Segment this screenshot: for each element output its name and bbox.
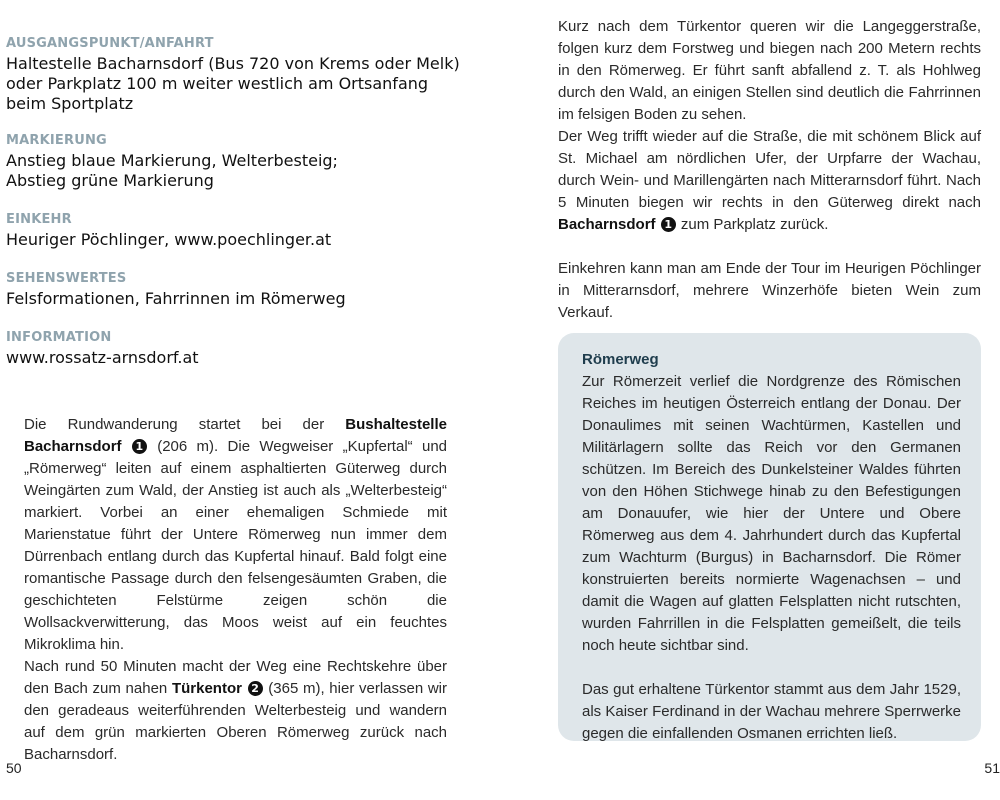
- waypoint-marker: 2: [248, 681, 263, 696]
- text-run: (206 m). Die Wegweiser „Kupfertal“ und „Römerweg“ leiten auf einem asphaltierten Güterweg durch Weingärten zum Wald, der Anstieg ist auch als „Welterbesteig“ markiert. Vorbei an einer ehemaligen Schmiede mit Marienstatue führt der Untere Römerweg nun immer dem Dürrenbach entlang durch das Kupfertal hinauf. Bald folgt eine romantische Passage durch den felsengesäumten Graben, die geschichteten Felstürme zeigen schön die Wollsackverwitterung, das Moos weist auf ein feuchtes Mikroklima hin.: [24, 438, 448, 653]
- info-marking: [6, 133, 466, 191]
- paragraph: Einkehren kann man am Ende der Tour im Heurigen Pöchlinger in Mitterarnsdorf, mehrere Winzerhöfe bieten Wein zum Verkauf.: [558, 260, 981, 321]
- info-sights: [6, 271, 466, 309]
- page-number: 50: [6, 760, 22, 776]
- text-run: (365 m), hier verlassen wir den geradeaus weiterführenden Welterbesteig und wandern auf dem grün markierten Oberen Römerweg zurück nach Bacharnsdorf.: [24, 680, 448, 763]
- infobox-paragraph: Das gut erhaltene Türkentor stammt aus dem Jahr 1529, als Kaiser Ferdinand in der Wachau mehrere Sperrwerke gegen die einfallenden Osmanen errichten ließ.: [582, 681, 961, 742]
- right-body: [558, 16, 981, 324]
- infobox-title: Römerweg: [582, 351, 659, 368]
- info-text: Haltestelle Bacharnsdorf (Bus 720 von Krems oder Melk) oder Parkplatz 100 m weiter westlich am Ortsanfang beim Sportplatz: [6, 54, 460, 113]
- paragraph: Kurz nach dem Türkentor queren wir die Langeggerstraße, folgen kurz dem Forstweg und biegen nach 200 Metern rechts in den Römerweg. Er führt sanft abfallend z. T. als Hohlweg durch den Wald, an einigen Stellen sind deutlich die Fahrrinnen im felsigen Boden zu sehen.: [558, 18, 981, 123]
- info-heading: INFORMATION: [6, 330, 112, 345]
- text-run: Die Rundwanderung startet bei der: [24, 416, 346, 433]
- stop-name: Türkentor: [171, 680, 242, 697]
- paragraph: [24, 414, 447, 656]
- right-page: [500, 0, 1000, 800]
- info-heading: AUSGANGSPUNKT/ANFAHRT: [6, 36, 214, 51]
- info-text: Heuriger Pöchlinger, www.poechlinger.at: [6, 230, 332, 249]
- info-einkehr: [6, 212, 466, 250]
- left-body: [24, 414, 447, 766]
- info-heading: MARKIERUNG: [6, 133, 107, 148]
- infobox-paragraph: Zur Römerzeit verlief die Nordgrenze des Römischen Reiches im heutigen Österreich entlang der Donau. Der Donaulimes mit seinen Wachtürmen, Kastellen und Militärlagern sollte das Reich vor den Germanen schützen. Im Bereich des Dunkelsteiner Waldes führten von den Höhen Stichwege hinab zu den Befestigungen am Donauufer, wie hier der Untere und Obere Römerweg aus dem 4. Jahrhundert durch das Kupfertal zum Wachturm (Burgus) in Bacharnsdorf. Die Römer konstruierten bereits normierte Wagenachsen – und damit die Wagen auf glatten Felsplatten nicht rutschten, wurden Fahrrillen in die Felsplatten gemeißelt, die teils noch heute sichtbar sind.: [582, 373, 961, 654]
- page-number: 51: [984, 760, 1000, 776]
- waypoint-marker: 1: [661, 217, 676, 232]
- waypoint-marker: 1: [132, 439, 147, 454]
- info-start: [6, 36, 466, 114]
- info-heading: EINKEHR: [6, 212, 72, 227]
- paragraph: [558, 126, 981, 236]
- stop-name: Bacharnsdorf: [558, 216, 656, 233]
- stop-name: Bushaltestelle Bacharnsdorf: [24, 416, 447, 455]
- paragraph: [24, 656, 447, 766]
- info-text: Anstieg blaue Markierung, Welterbesteig; Abstieg grüne Markierung: [6, 151, 338, 190]
- infobox-roemerweg: [558, 333, 981, 741]
- info-text: www.rossatz-arnsdorf.at: [6, 348, 199, 367]
- text-run: zum Parkplatz zurück.: [676, 216, 829, 233]
- text-run: Der Weg trifft wieder auf die Straße, die mit schönem Blick auf St. Michael am nördlichen Ufer, der Urpfarre der Wachau, durch Wein- und Marillengärten nach Mitterarnsdorf führt. Nach 5 Minuten biegen wir rechts in den Güterweg direkt nach: [558, 128, 981, 211]
- text-run: Nach rund 50 Minuten macht der Weg eine Rechtskehre über den Bach zum nahen: [24, 658, 447, 697]
- info-heading: SEHENSWERTES: [6, 271, 127, 286]
- info-text: Felsformationen, Fahrrinnen im Römerweg: [6, 289, 346, 308]
- info-information: [6, 330, 466, 368]
